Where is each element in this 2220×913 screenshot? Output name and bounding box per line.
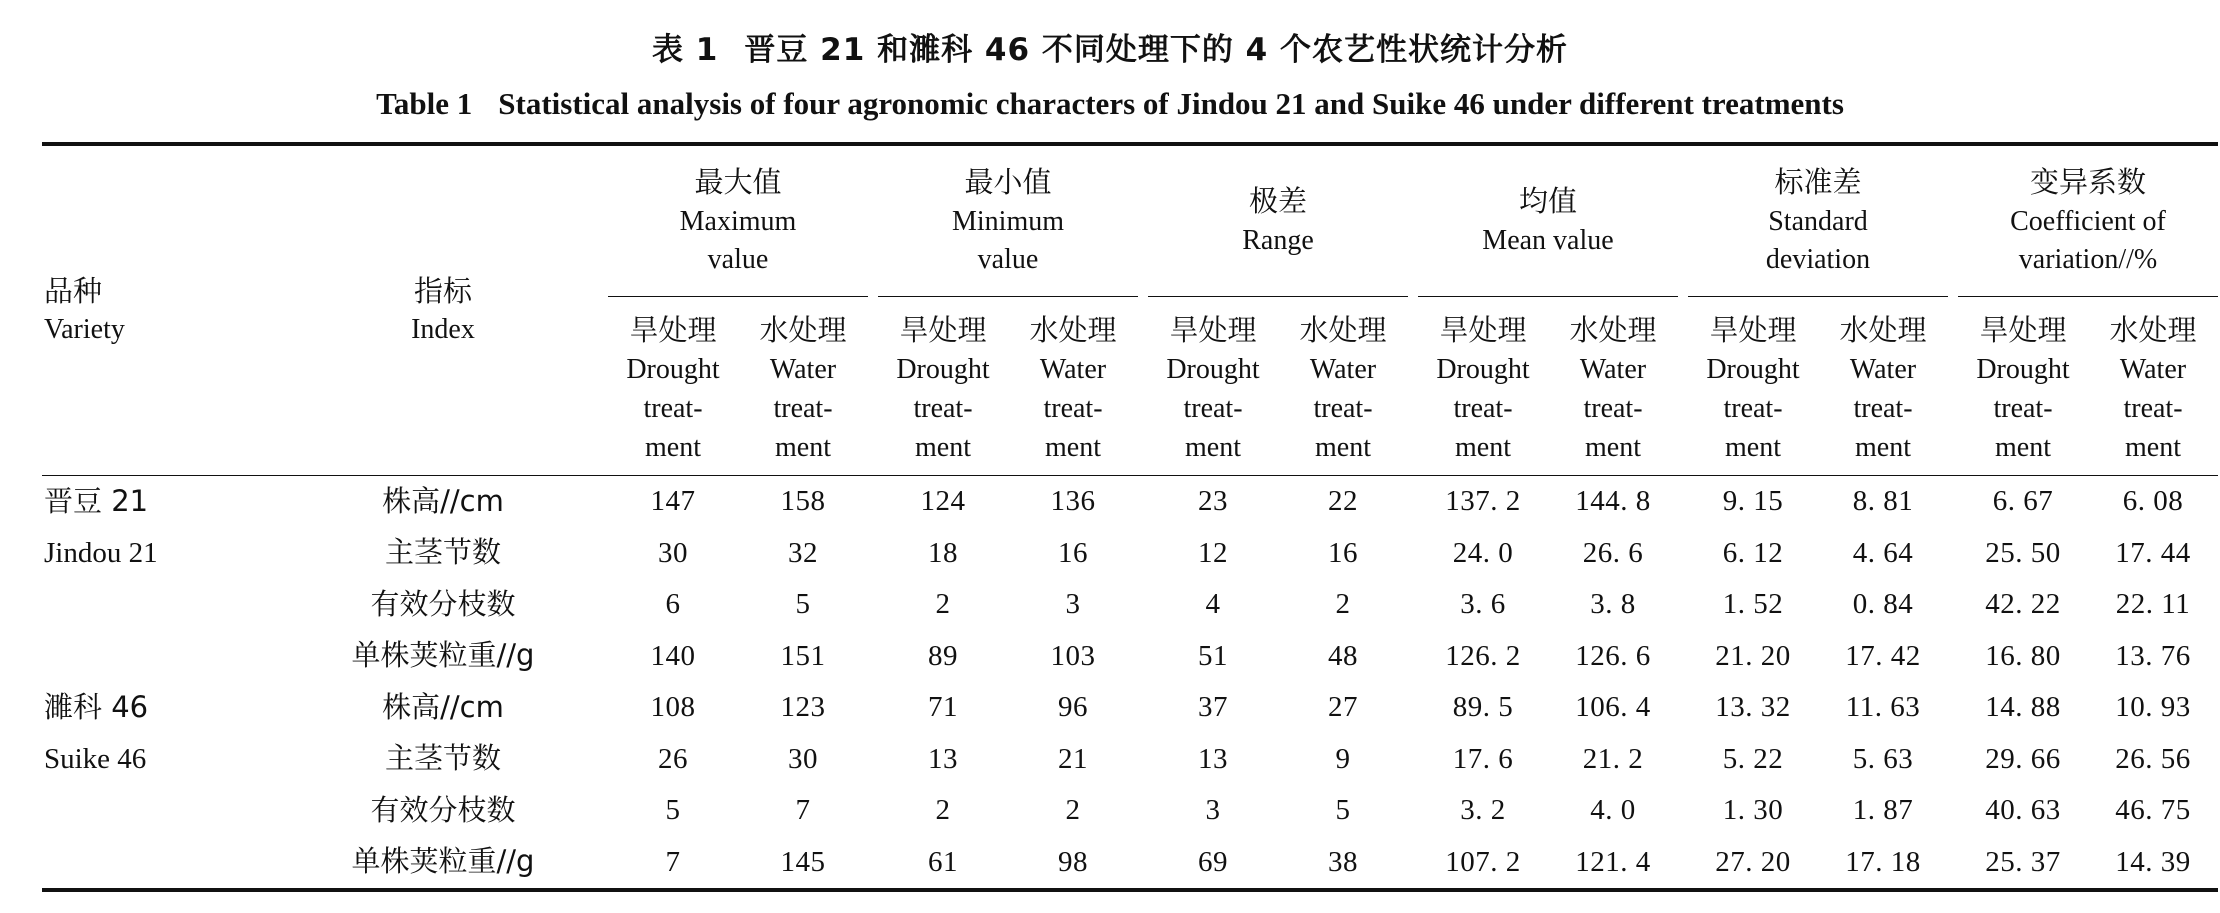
value-cell: 2 (935, 588, 951, 621)
value-cell: 1. 87 (1852, 794, 1914, 827)
value-cell: 4. 0 (1590, 794, 1636, 827)
variety-header-en: Variety (44, 314, 125, 346)
value-cell: 126. 2 (1445, 639, 1521, 672)
value-cell: 9. 15 (1722, 485, 1784, 518)
table-title-chinese (0, 24, 2220, 69)
table-label-zh: 表 1 (652, 32, 719, 68)
value-cell: 14. 88 (1985, 691, 2061, 724)
value-cell: 123 (780, 691, 826, 724)
column-gap (1948, 734, 1958, 786)
value-cell: 14. 39 (2115, 845, 2191, 878)
value-cell: 22 (1328, 485, 1358, 518)
value-cell: 145 (780, 845, 826, 878)
column-gap (1948, 837, 1958, 891)
value-cell: 13 (1198, 742, 1228, 775)
group-label-zh: 最小值 (964, 165, 1052, 200)
column-gap (1948, 785, 1958, 837)
water-label-en-line3: ment (1045, 432, 1101, 464)
group-label-zh: 最大值 (694, 165, 782, 200)
value-cell: 27. 20 (1715, 845, 1791, 878)
index-cell (278, 528, 608, 580)
water-treatment-header (1818, 297, 1948, 476)
value-cell: 26. 56 (2115, 742, 2191, 775)
column-gap (1408, 682, 1418, 734)
group-gap (1138, 146, 1148, 476)
water-label-en-line2: treat- (2123, 393, 2183, 425)
drought-label-en-line3: ment (1725, 432, 1781, 464)
bottom-rule (42, 890, 2218, 892)
value-cell: 6 (665, 588, 681, 621)
value-cell: 106. 4 (1575, 691, 1651, 724)
value-cell: 42. 22 (1985, 588, 2061, 621)
column-gap (1678, 528, 1688, 580)
table-caption-zh: 晋豆 21 和濉科 46 不同处理下的 4 个农艺性状统计分析 (744, 32, 1568, 68)
value-cell: 2 (935, 794, 951, 827)
index-cell (278, 682, 608, 734)
value-cell: 26 (658, 742, 688, 775)
group-gap (1678, 146, 1688, 476)
variety-name: Suike 46 (44, 742, 147, 775)
column-gap (868, 785, 878, 837)
value-cell: 0. 84 (1852, 588, 1914, 621)
value-cell: 25. 37 (1985, 845, 2061, 878)
group-header-6 (1958, 146, 2218, 297)
group-header-4 (1418, 146, 1678, 297)
column-gap (1948, 476, 1958, 528)
index-cell (278, 734, 608, 786)
value-cell: 9 (1335, 742, 1351, 775)
variety-name: 晋豆 21 (44, 483, 149, 518)
column-gap (868, 734, 878, 786)
index-header-zh: 指标 (413, 274, 472, 308)
variety-name: 濉科 46 (44, 689, 149, 724)
column-gap (1138, 682, 1148, 734)
group-label-en-line2: variation//% (2018, 243, 2158, 275)
drought-label-en-line2: treat- (913, 393, 973, 425)
value-cell: 26. 6 (1582, 536, 1644, 569)
index-cell (278, 631, 608, 683)
value-cell: 6. 12 (1722, 536, 1784, 569)
drought-label-en-line2: treat- (1183, 393, 1243, 425)
column-gap (868, 528, 878, 580)
water-label-en-line2: treat- (1853, 393, 1913, 425)
group-header-5 (1688, 146, 1948, 297)
column-gap (1678, 631, 1688, 683)
index-header-en: Index (411, 314, 475, 346)
drought-label-en-line2: treat- (1453, 393, 1513, 425)
value-cell: 40. 63 (1985, 794, 2061, 827)
column-gap (868, 476, 878, 528)
drought-treatment-header (878, 297, 1008, 476)
water-label-zh: 水处理 (1839, 313, 1927, 347)
drought-treatment-header (608, 297, 738, 476)
water-label-en-line3: ment (775, 432, 831, 464)
value-cell: 7 (665, 845, 681, 878)
index-name: 株高//cm (382, 689, 504, 724)
column-gap (868, 837, 878, 891)
drought-label-en-line2: treat- (1723, 393, 1783, 425)
value-cell: 27 (1328, 691, 1358, 724)
value-cell: 137. 2 (1445, 485, 1521, 518)
value-cell: 24. 0 (1452, 536, 1514, 569)
drought-label-en: Drought (1436, 354, 1530, 386)
column-gap (1408, 837, 1418, 891)
group-label-zh: 均值 (1518, 184, 1577, 219)
value-cell: 10. 93 (2115, 691, 2191, 724)
value-cell: 21. 2 (1582, 742, 1644, 775)
column-gap (1138, 631, 1148, 683)
drought-label-en-line3: ment (1455, 432, 1511, 464)
drought-label-en: Drought (1706, 354, 1800, 386)
index-name: 有效分枝数 (370, 586, 516, 621)
variety-cell (42, 528, 278, 580)
water-label-en-line2: treat- (1583, 393, 1643, 425)
value-cell: 38 (1328, 845, 1358, 878)
index-name: 有效分枝数 (370, 792, 516, 827)
group-label-en: Maximum (679, 205, 797, 237)
group-label-zh: 极差 (1248, 184, 1307, 219)
column-gap (868, 682, 878, 734)
index-cell (278, 837, 608, 891)
water-treatment-header (1278, 297, 1408, 476)
column-gap (1408, 476, 1418, 528)
value-cell: 71 (928, 691, 958, 724)
statistics-table (42, 142, 2218, 892)
drought-label-en: Drought (1166, 354, 1260, 386)
value-cell: 22. 11 (2115, 588, 2191, 621)
water-label-en-line3: ment (1315, 432, 1371, 464)
table-caption-en: Statistical analysis of four agronomic characters of Jindou 21 and Suike 46 under different treatments (498, 86, 1844, 121)
drought-label-zh: 旱处理 (1709, 313, 1797, 347)
drought-label-en: Drought (1976, 354, 2070, 386)
table-title-english (0, 86, 2220, 122)
column-gap (1408, 579, 1418, 631)
water-treatment-header (738, 297, 868, 476)
water-label-en: Water (1579, 354, 1647, 386)
column-gap (868, 631, 878, 683)
value-cell: 89. 5 (1452, 691, 1514, 724)
value-cell: 13 (928, 742, 958, 775)
value-cell: 8. 81 (1852, 485, 1914, 518)
drought-label-en-line3: ment (915, 432, 971, 464)
column-gap (1408, 631, 1418, 683)
value-cell: 2 (1335, 588, 1351, 621)
value-cell: 5 (665, 794, 681, 827)
group-header-1 (608, 146, 868, 297)
variety-cell (42, 837, 278, 891)
column-gap (1678, 837, 1688, 891)
variety-column-header (42, 146, 278, 476)
table-row (42, 682, 2218, 734)
value-cell: 23 (1198, 485, 1228, 518)
group-header-2 (878, 146, 1138, 297)
water-label-en: Water (769, 354, 837, 386)
value-cell: 151 (780, 639, 826, 672)
value-cell: 11. 63 (1845, 691, 1921, 724)
water-label-en: Water (1849, 354, 1917, 386)
value-cell: 3 (1065, 588, 1081, 621)
drought-label-zh: 旱处理 (629, 313, 717, 347)
value-cell: 4. 64 (1852, 536, 1914, 569)
value-cell: 2 (1065, 794, 1081, 827)
value-cell: 48 (1328, 639, 1358, 672)
column-gap (1138, 785, 1148, 837)
value-cell: 5. 22 (1722, 742, 1784, 775)
drought-label-zh: 旱处理 (899, 313, 987, 347)
water-label-en-line2: treat- (1313, 393, 1373, 425)
value-cell: 30 (788, 742, 818, 775)
value-cell: 32 (788, 536, 818, 569)
table-label-en: Table 1 (376, 86, 473, 121)
index-cell (278, 476, 608, 528)
index-column-header (278, 146, 608, 476)
water-label-en: Water (2119, 354, 2187, 386)
water-label-en-line3: ment (1855, 432, 1911, 464)
value-cell: 147 (650, 485, 696, 518)
group-label-zh: 变异系数 (2029, 165, 2146, 200)
drought-treatment-header (1688, 297, 1818, 476)
variety-name: Jindou 21 (44, 536, 158, 569)
water-label-en-line3: ment (1585, 432, 1641, 464)
value-cell: 21. 20 (1715, 639, 1791, 672)
column-gap (1138, 579, 1148, 631)
value-cell: 103 (1050, 639, 1096, 672)
water-label-en: Water (1039, 354, 1107, 386)
group-label-en: Range (1242, 224, 1314, 256)
column-gap (1678, 682, 1688, 734)
table-row (42, 785, 2218, 837)
table-row (42, 837, 2218, 891)
index-cell (278, 579, 608, 631)
index-name: 主茎节数 (384, 741, 501, 776)
value-cell: 17. 44 (2115, 536, 2191, 569)
drought-treatment-header (1958, 297, 2088, 476)
value-cell: 108 (650, 691, 696, 724)
column-gap (1138, 837, 1148, 891)
variety-cell (42, 579, 278, 631)
water-label-zh: 水处理 (1569, 313, 1657, 347)
variety-cell (42, 476, 278, 528)
water-label-en-line3: ment (2125, 432, 2181, 464)
value-cell: 3. 2 (1460, 794, 1506, 827)
group-label-en-line2: value (707, 243, 769, 275)
value-cell: 126. 6 (1575, 639, 1651, 672)
value-cell: 3. 8 (1590, 588, 1636, 621)
column-gap (868, 579, 878, 631)
value-cell: 3 (1205, 794, 1221, 827)
drought-label-zh: 旱处理 (1979, 313, 2067, 347)
value-cell: 18 (928, 536, 958, 569)
column-gap (1678, 734, 1688, 786)
group-gap (1408, 146, 1418, 476)
column-gap (1138, 476, 1148, 528)
value-cell: 1. 30 (1722, 794, 1784, 827)
drought-label-en-line3: ment (1185, 432, 1241, 464)
drought-treatment-header (1418, 297, 1548, 476)
value-cell: 1. 52 (1722, 588, 1784, 621)
column-gap (1948, 579, 1958, 631)
table-row (42, 734, 2218, 786)
value-cell: 124 (920, 485, 966, 518)
water-treatment-header (1008, 297, 1138, 476)
value-cell: 3. 6 (1460, 588, 1506, 621)
group-label-en: Coefficient of (2010, 205, 2166, 237)
value-cell: 51 (1198, 639, 1228, 672)
column-gap (1408, 785, 1418, 837)
value-cell: 7 (795, 794, 811, 827)
table-row (42, 528, 2218, 580)
value-cell: 89 (928, 639, 958, 672)
value-cell: 5 (1335, 794, 1351, 827)
index-cell (278, 785, 608, 837)
column-gap (1138, 528, 1148, 580)
water-label-en: Water (1309, 354, 1377, 386)
variety-cell (42, 631, 278, 683)
value-cell: 30 (658, 536, 688, 569)
table-row (42, 631, 2218, 683)
value-cell: 13. 32 (1715, 691, 1791, 724)
value-cell: 140 (650, 639, 696, 672)
value-cell: 12 (1198, 536, 1228, 569)
value-cell: 13. 76 (2115, 639, 2191, 672)
column-group-header-row (42, 146, 2218, 297)
index-name: 株高//cm (382, 483, 504, 518)
table-row (42, 476, 2218, 528)
group-gap (1948, 146, 1958, 476)
value-cell: 29. 66 (1985, 742, 2061, 775)
drought-label-en-line3: ment (645, 432, 701, 464)
water-label-zh: 水处理 (1029, 313, 1117, 347)
value-cell: 96 (1058, 691, 1088, 724)
value-cell: 107. 2 (1445, 845, 1521, 878)
group-header-3 (1148, 146, 1408, 297)
variety-cell (42, 734, 278, 786)
value-cell: 46. 75 (2115, 794, 2191, 827)
group-label-en-line2: deviation (1765, 243, 1871, 275)
variety-header-zh: 品种 (44, 274, 103, 308)
value-cell: 5 (795, 588, 811, 621)
water-label-zh: 水处理 (1299, 313, 1387, 347)
drought-label-en-line2: treat- (1993, 393, 2053, 425)
value-cell: 121. 4 (1575, 845, 1651, 878)
value-cell: 17. 42 (1845, 639, 1921, 672)
column-gap (1678, 579, 1688, 631)
column-gap (1138, 734, 1148, 786)
table-body (42, 476, 2218, 890)
column-gap (1948, 631, 1958, 683)
water-label-en-line2: treat- (1043, 393, 1103, 425)
drought-label-en-line2: treat- (643, 393, 703, 425)
value-cell: 5. 63 (1852, 742, 1914, 775)
table-row (42, 579, 2218, 631)
group-label-en-line2: value (977, 243, 1039, 275)
value-cell: 144. 8 (1575, 485, 1651, 518)
column-gap (1678, 476, 1688, 528)
variety-cell (42, 682, 278, 734)
drought-label-en: Drought (896, 354, 990, 386)
group-label-en: Minimum (951, 205, 1064, 237)
drought-label-en: Drought (626, 354, 720, 386)
water-treatment-header (1548, 297, 1678, 476)
drought-label-en-line3: ment (1995, 432, 2051, 464)
column-gap (1408, 528, 1418, 580)
value-cell: 69 (1198, 845, 1228, 878)
value-cell: 16 (1328, 536, 1358, 569)
value-cell: 17. 6 (1452, 742, 1514, 775)
value-cell: 16 (1058, 536, 1088, 569)
index-name: 单株荚粒重//g (351, 844, 535, 879)
group-label-zh: 标准差 (1774, 165, 1862, 200)
value-cell: 6. 67 (1992, 485, 2054, 518)
variety-cell (42, 785, 278, 837)
column-gap (1678, 785, 1688, 837)
value-cell: 21 (1058, 742, 1088, 775)
value-cell: 37 (1198, 691, 1228, 724)
value-cell: 61 (928, 845, 958, 878)
column-gap (1408, 734, 1418, 786)
index-name: 主茎节数 (384, 535, 501, 570)
value-cell: 6. 08 (2122, 485, 2184, 518)
column-gap (1948, 682, 1958, 734)
drought-treatment-header (1148, 297, 1278, 476)
water-label-en-line2: treat- (773, 393, 833, 425)
value-cell: 4 (1205, 588, 1221, 621)
group-gap (868, 146, 878, 476)
value-cell: 158 (780, 485, 826, 518)
drought-label-zh: 旱处理 (1169, 313, 1257, 347)
water-label-zh: 水处理 (759, 313, 847, 347)
group-label-en: Standard (1768, 205, 1868, 237)
value-cell: 136 (1050, 485, 1096, 518)
water-treatment-header (2088, 297, 2218, 476)
group-label-en: Mean value (1482, 224, 1614, 256)
value-cell: 17. 18 (1845, 845, 1921, 878)
drought-label-zh: 旱处理 (1439, 313, 1527, 347)
value-cell: 98 (1058, 845, 1088, 878)
index-name: 单株荚粒重//g (351, 638, 535, 673)
column-gap (1948, 528, 1958, 580)
value-cell: 16. 80 (1985, 639, 2061, 672)
value-cell: 25. 50 (1985, 536, 2061, 569)
water-label-zh: 水处理 (2109, 313, 2197, 347)
